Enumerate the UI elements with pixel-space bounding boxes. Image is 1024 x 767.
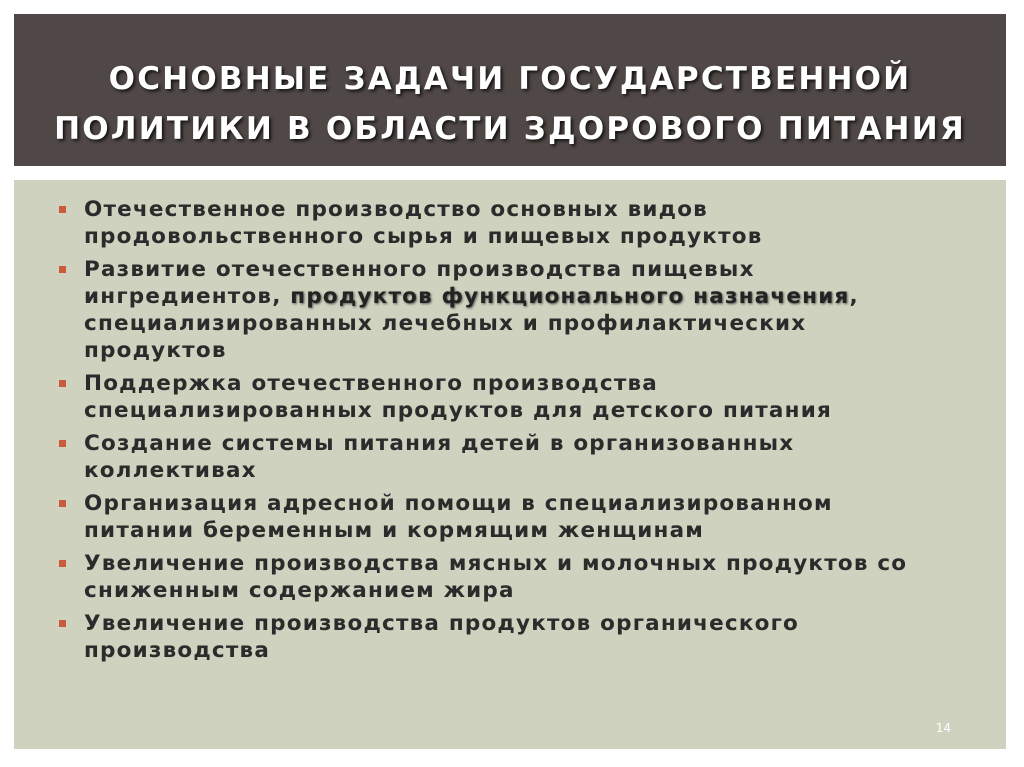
list-item-line: Развитие отечественного производства пищевых — [84, 257, 755, 282]
list-item-line: Поддержка отечественного производства — [84, 371, 658, 396]
list-item-text: , — [849, 284, 859, 309]
bullet-square-icon — [59, 266, 66, 273]
list-item — [14, 430, 1006, 484]
list-item-line: специализированных лечебных и профилактических — [84, 311, 807, 336]
list-item — [14, 550, 1006, 604]
content-panel — [14, 180, 1006, 749]
list-item-line: специализированных продуктов для детского питания — [84, 398, 832, 423]
bullet-square-icon — [59, 440, 66, 447]
list-item-line: питании беременным и кормящим женщинам — [84, 518, 705, 543]
list-item — [14, 370, 1006, 424]
list-item-line: сниженным содержанием жира — [84, 578, 515, 603]
list-item — [14, 256, 1006, 364]
highlighted-phrase: продуктов функционального назначения — [290, 284, 850, 309]
list-item-line: производства — [84, 638, 271, 663]
task-list — [14, 196, 1006, 670]
list-item-line: продуктов — [84, 338, 227, 363]
list-item-line: Организация адресной помощи в специализированном — [84, 491, 833, 516]
list-item — [14, 490, 1006, 544]
title-bar — [14, 14, 1006, 166]
list-item-line-with-highlight — [84, 283, 986, 310]
list-item-line: Создание системы питания детей в организованных — [84, 431, 795, 456]
bullet-square-icon — [59, 380, 66, 387]
list-item-line: Увеличение производства продуктов органического — [84, 611, 800, 636]
title-line-1: ОСНОВНЫЕ ЗАДАЧИ ГОСУДАРСТВЕННОЙ — [108, 61, 912, 97]
list-item — [14, 196, 1006, 250]
bullet-square-icon — [59, 500, 66, 507]
slide-title — [14, 54, 1006, 154]
list-item-line: коллективах — [84, 458, 257, 483]
list-item-line: продовольственного сырья и пищевых продуктов — [84, 224, 763, 249]
list-item — [14, 610, 1006, 664]
list-item-line: Отечественное производство основных видов — [84, 197, 708, 222]
bullet-square-icon — [59, 620, 66, 627]
list-item-line: Увеличение производства мясных и молочных продуктов со — [84, 551, 908, 576]
list-item-text: ингредиентов, — [84, 284, 291, 309]
bullet-square-icon — [59, 560, 66, 567]
page-number: 14 — [935, 721, 951, 735]
title-line-2: ПОЛИТИКИ В ОБЛАСТИ ЗДОРОВОГО ПИТАНИЯ — [54, 111, 966, 147]
bullet-square-icon — [59, 206, 66, 213]
